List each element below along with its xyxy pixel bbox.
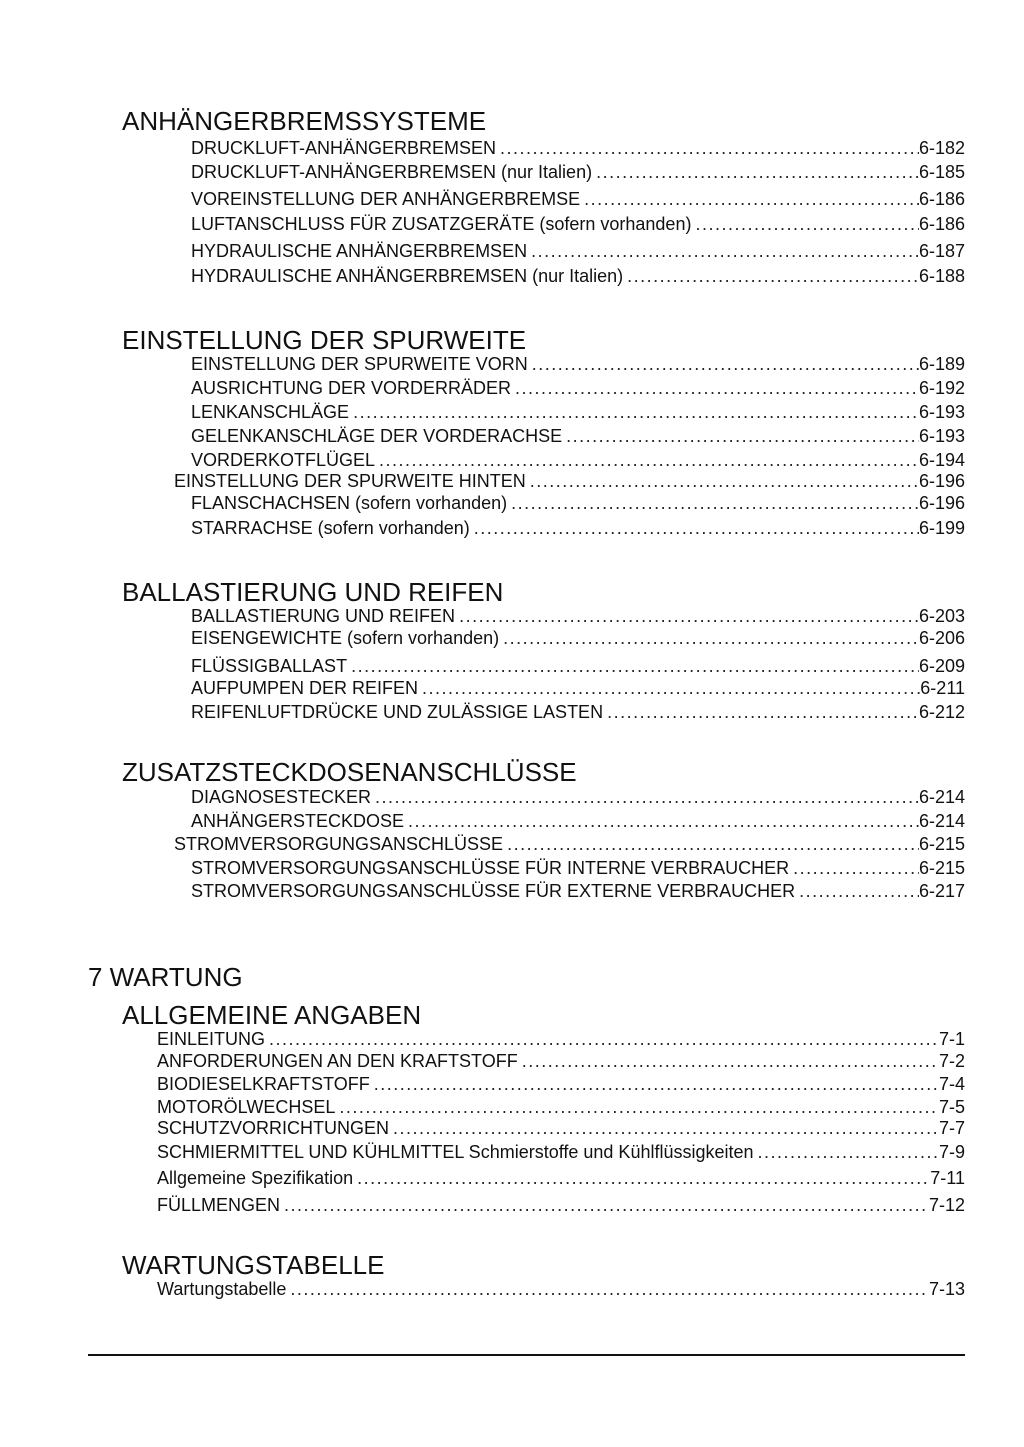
toc-entry[interactable]: LUFTANSCHLUSS FÜR ZUSATZGERÄTE (sofern vorhanden) ..... 6-186 — [191, 213, 965, 235]
section-title-allgemeine-angaben: ALLGEMEINE ANGABEN — [122, 1000, 422, 1030]
toc-entry[interactable]: EISENGEWICHTE (sofern vorhanden) ..... 6-206 — [191, 627, 965, 649]
toc-entry[interactable]: HYDRAULISCHE ANHÄNGERBREMSEN ..... 6-187 — [191, 240, 965, 262]
section-title-zusatzsteckdosen: ZUSATZSTECKDOSENANSCHLÜSSE — [122, 757, 577, 787]
footer-rule — [88, 1354, 965, 1356]
toc-entry[interactable]: STROMVERSORGUNGSANSCHLÜSSE ..... 6-215 — [174, 833, 965, 855]
toc-entry[interactable]: AUSRICHTUNG DER VORDERRÄDER ..... 6-192 — [191, 377, 965, 399]
toc-entry[interactable]: LENKANSCHLÄGE ..... 6-193 — [191, 401, 965, 423]
toc-entry[interactable]: STARRACHSE (sofern vorhanden) ..... 6-199 — [191, 517, 965, 539]
toc-entry[interactable]: FLANSCHACHSEN (sofern vorhanden) ..... 6-196 — [191, 492, 965, 514]
toc-entry[interactable]: STROMVERSORGUNGSANSCHLÜSSE FÜR INTERNE VERBRAUCHER ..... 6-215 — [191, 857, 965, 879]
toc-entry[interactable]: HYDRAULISCHE ANHÄNGERBREMSEN (nur Italien) ..... 6-188 — [191, 265, 965, 287]
toc-entry[interactable]: BIODIESELKRAFTSTOFF ..... 7-4 — [157, 1073, 965, 1095]
toc-entry[interactable]: FÜLLMENGEN ..... 7-12 — [157, 1194, 965, 1216]
section-title-spurweite: EINSTELLUNG DER SPURWEITE — [122, 325, 527, 355]
toc-entry[interactable]: ANHÄNGERSTECKDOSE ..... 6-214 — [191, 810, 965, 832]
toc-entry[interactable]: Wartungstabelle ..... 7-13 — [157, 1278, 965, 1300]
toc-entry[interactable]: EINLEITUNG ..... 7-1 — [157, 1028, 965, 1050]
toc-entry[interactable]: STROMVERSORGUNGSANSCHLÜSSE FÜR EXTERNE VERBRAUCHER ..... 6-217 — [191, 880, 965, 902]
chapter-title-wartung: 7 WARTUNG — [88, 962, 243, 992]
toc-entry[interactable]: EINSTELLUNG DER SPURWEITE HINTEN ..... 6-196 — [174, 470, 965, 492]
toc-entry[interactable]: GELENKANSCHLÄGE DER VORDERACHSE ..... 6-193 — [191, 425, 965, 447]
toc-entry[interactable]: SCHMIERMITTEL UND KÜHLMITTEL Schmierstoffe und Kühlflüssigkeiten ..... 7-9 — [157, 1141, 965, 1163]
toc-entry[interactable]: AUFPUMPEN DER REIFEN ..... 6-211 — [191, 677, 965, 699]
toc-entry[interactable]: MOTORÖLWECHSEL ..... 7-5 — [157, 1096, 965, 1118]
toc-entry[interactable]: DRUCKLUFT-ANHÄNGERBREMSEN ..... 6-182 — [191, 137, 965, 159]
toc-entry[interactable]: VOREINSTELLUNG DER ANHÄNGERBREMSE ..... 6-186 — [191, 188, 965, 210]
toc-entry[interactable]: REIFENLUFTDRÜCKE UND ZULÄSSIGE LASTEN ..... 6-212 — [191, 701, 965, 723]
toc-entry[interactable]: ANFORDERUNGEN AN DEN KRAFTSTOFF ..... 7-2 — [157, 1050, 965, 1072]
toc-entry[interactable]: DRUCKLUFT-ANHÄNGERBREMSEN (nur Italien) ..... 6-185 — [191, 161, 965, 183]
toc-entry[interactable]: DIAGNOSESTECKER ..... 6-214 — [191, 786, 965, 808]
section-title-anhaengerbremssysteme: ANHÄNGERBREMSSYSTEME — [122, 106, 487, 136]
toc-entry[interactable]: BALLASTIERUNG UND REIFEN ..... 6-203 — [191, 605, 965, 627]
toc-entry[interactable]: SCHUTZVORRICHTUNGEN ..... 7-7 — [157, 1117, 965, 1139]
section-title-ballastierung: BALLASTIERUNG UND REIFEN — [122, 577, 504, 607]
toc-entry[interactable]: EINSTELLUNG DER SPURWEITE VORN ..... 6-189 — [191, 353, 965, 375]
section-title-wartungstabelle: WARTUNGSTABELLE — [122, 1250, 385, 1280]
toc-entry[interactable]: VORDERKOTFLÜGEL ..... 6-194 — [191, 449, 965, 471]
toc-entry[interactable]: Allgemeine Spezifikation ..... 7-11 — [157, 1167, 965, 1189]
toc-entry[interactable]: FLÜSSIGBALLAST ..... 6-209 — [191, 655, 965, 677]
